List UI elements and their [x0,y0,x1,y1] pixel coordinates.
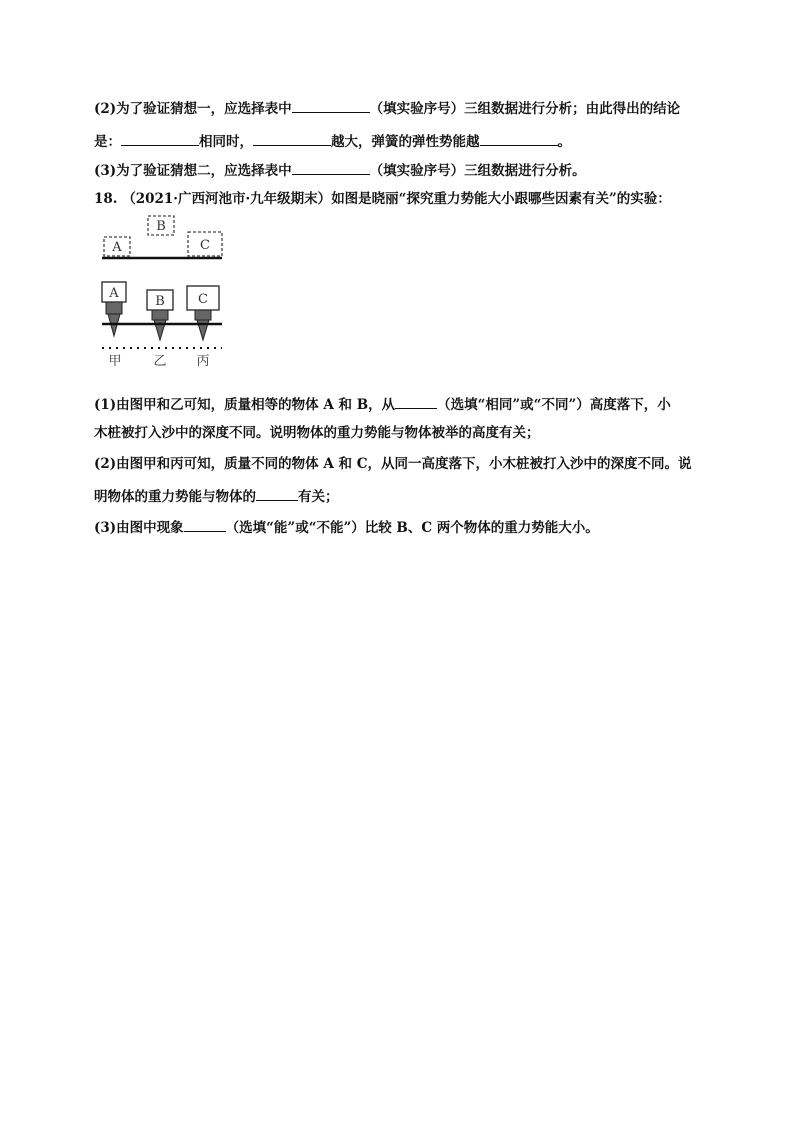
stake-c-head [195,310,211,320]
q17-part3-line [94,160,714,180]
answer-blank[interactable] [395,394,437,409]
box-a-label: A [109,286,119,301]
q18-part1-text: (1)由图甲和乙可知，质量相等的物体 A 和 B，从 [94,397,396,413]
q18-part1-text: 木桩被打入沙中的深度不同。说明物体的重力势能与物体被举的高度有关； [94,425,540,441]
box-b-label: B [155,294,165,309]
q17-part2-text: 是： [94,134,121,150]
answer-blank[interactable] [480,131,558,146]
q17-part2-line2 [94,131,714,151]
q17-part2-line1 [94,98,714,118]
q18-stem [94,190,714,208]
q18-part2-line2 [94,486,714,506]
answer-blank[interactable] [184,517,226,532]
stake-a-head [106,302,122,314]
label-bing: 丙 [196,354,210,369]
q17-part2-text: 越大，弹簧的弹性势能越 [331,134,480,150]
q17-part3-text: （填实验序号）三组数据进行分析。 [369,163,586,179]
q18-part2-text: 明物体的重力势能与物体的 [94,489,256,505]
answer-blank[interactable] [121,131,199,146]
question-stem: 如图是晓丽“探究重力势能大小跟哪些因素有关”的实验： [331,191,671,207]
box-b-raised-label: B [156,219,166,234]
question-source: （2021·广西河池市·九年级期末） [122,191,332,207]
q18-part3-text: （选填“能”或“不能”）比较 B、C 两个物体的重力势能大小。 [225,520,599,536]
answer-blank[interactable] [253,131,331,146]
q18-part1-line1 [94,394,714,414]
experiment-figure [98,212,232,370]
q18-part2-text: 有关； [298,489,339,505]
q18-part3-text: (3)由图中现象 [94,520,184,536]
q18-part2-line1 [94,455,714,473]
q17-part2-text: （填实验序号）三组数据进行分析；由此得出的结论 [369,101,681,117]
q17-part2-text: 。 [557,134,571,150]
label-jia: 甲 [108,354,122,369]
label-yi: 乙 [153,354,167,369]
q18-part2-text: (2)由图甲和丙可知，质量不同的物体 A 和 C，从同一高度落下，小木桩被打入沙中的深度不同。说 [94,456,692,472]
q17-part3-text: (3)为了验证猜想二，应选择表中 [94,163,292,179]
question-number: 18. [94,191,118,207]
q18-part1-line2 [94,424,714,442]
q18-part1-text: （选填“相同”或“不同”）高度落下，小 [437,397,671,413]
box-c-label: C [198,292,208,307]
q18-part3-line [94,517,714,537]
stake-b-head [152,310,168,320]
answer-blank[interactable] [292,98,370,113]
box-c-raised-label: C [200,238,210,253]
answer-blank[interactable] [292,160,370,175]
q17-part2-text: 相同时， [199,134,253,150]
answer-blank[interactable] [256,486,298,501]
q17-part2-text: (2)为了验证猜想一，应选择表中 [94,101,292,117]
box-a-raised-label: A [112,240,122,255]
